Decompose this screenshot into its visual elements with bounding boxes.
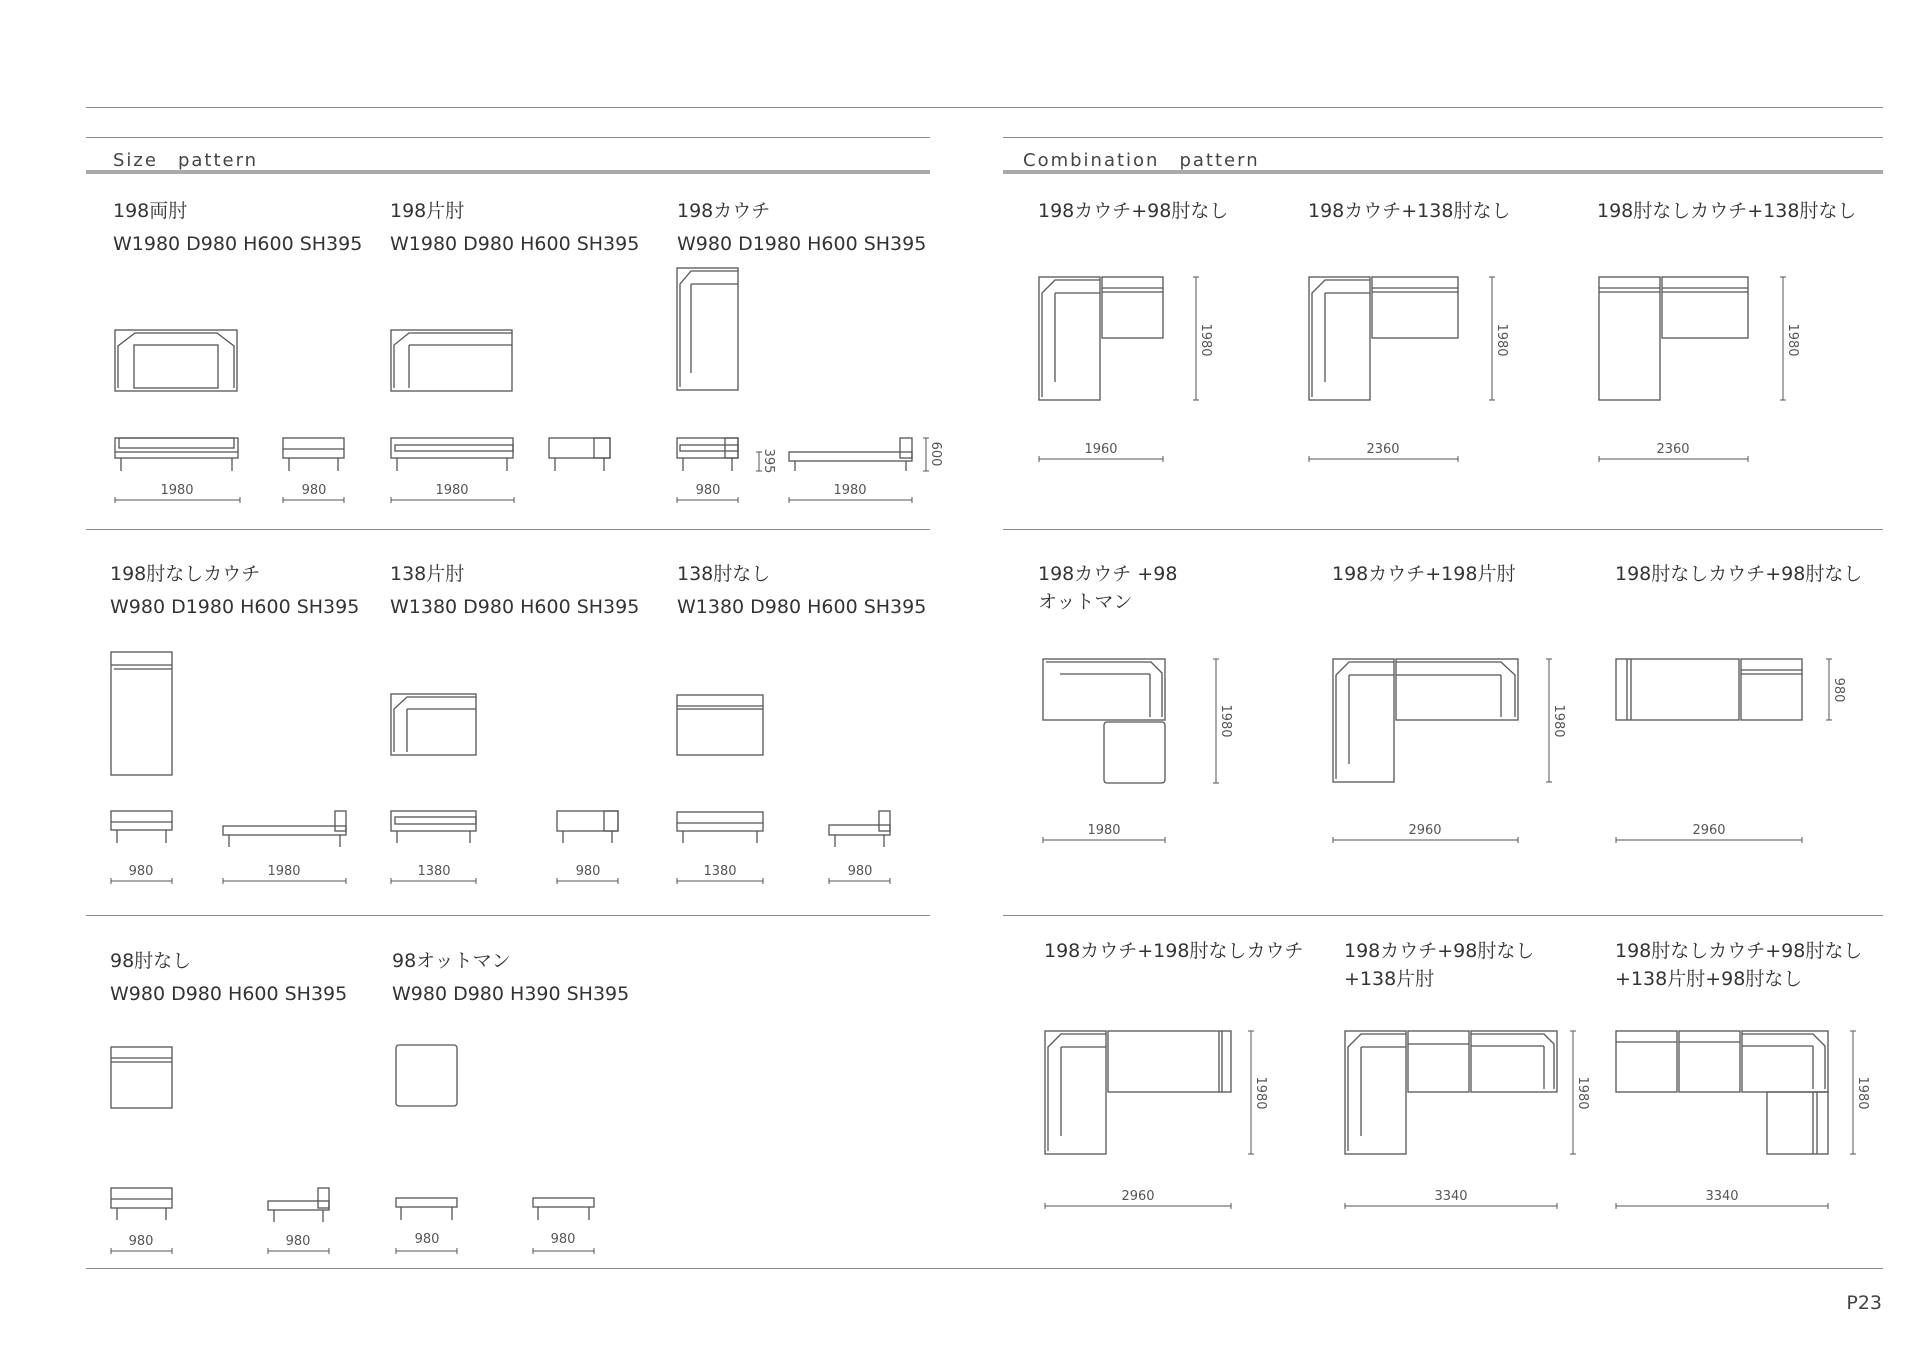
- combination-item-name: 198カウチ +98: [1038, 563, 1178, 585]
- dim-label-width: 2960: [1121, 1189, 1155, 1204]
- size-item-dims: W980 D1980 H600 SH395: [110, 596, 360, 618]
- dim-label-width: 980: [128, 1234, 154, 1249]
- dim-label-depth: 980: [1831, 677, 1846, 703]
- sofa-front-98-armless: [111, 1188, 172, 1220]
- sofa-plan-198-couch: [677, 268, 738, 390]
- combo-plan-couch-98-138: [1345, 1031, 1557, 1154]
- combination-item-name: 198肘なしカウチ+138肘なし: [1597, 200, 1857, 222]
- size-item-name: 98肘なし: [110, 950, 192, 972]
- dim-label-width: 980: [414, 1232, 440, 1247]
- sofa-side-138-armless: [829, 811, 890, 847]
- sofa-side-198-both-arms: [283, 438, 344, 471]
- dimension-lines-combo-row-3: [1045, 1031, 1856, 1209]
- dim-label-depth: 980: [301, 483, 327, 498]
- dim-label-depth: 1980: [1855, 1076, 1870, 1110]
- combination-item-name-line2: +138片肘: [1344, 968, 1435, 990]
- size-item-name: 198両肘: [113, 200, 188, 222]
- size-pattern-title: Size pattern: [113, 150, 259, 171]
- combination-item-name: 198カウチ+98肘なし: [1344, 940, 1535, 962]
- combination-item-name: 198カウチ+198片肘: [1332, 563, 1516, 585]
- combination-item-name: 198肘なしカウチ+98肘なし: [1615, 563, 1863, 585]
- combination-item-name: 198カウチ+98肘なし: [1038, 200, 1229, 222]
- combination-item-name: 198カウチ+138肘なし: [1308, 200, 1511, 222]
- sofa-side-198-couch: [789, 438, 912, 471]
- dim-label-width: 1980: [435, 483, 469, 498]
- dim-label-width: 980: [128, 864, 154, 879]
- sofa-side-198-one-arm: [549, 438, 610, 471]
- combination-item-name-line2: +138片肘+98肘なし: [1615, 968, 1803, 990]
- dim-label-depth: 1980: [1575, 1076, 1590, 1110]
- sofa-side-98-armless: [268, 1188, 329, 1222]
- sofa-front-198-armless-couch: [111, 811, 172, 843]
- sofa-front-138-armless: [677, 812, 763, 843]
- dim-label-height: 600: [928, 441, 943, 467]
- sofa-side-198-armless-couch: [223, 811, 346, 847]
- sofa-front-198-one-arm: [391, 438, 513, 471]
- dim-label-depth: 980: [550, 1232, 576, 1247]
- dimension-lines-size-row-2: [111, 878, 890, 884]
- dim-label-width: 1380: [417, 864, 451, 879]
- dim-label-depth: 1980: [1218, 704, 1233, 738]
- dim-label-width: 2360: [1656, 442, 1690, 457]
- dim-label-width: 1380: [703, 864, 737, 879]
- dimension-lines-size-row-1: [115, 497, 912, 503]
- dim-label-width: 1960: [1084, 442, 1118, 457]
- dim-label-width: 2960: [1692, 823, 1726, 838]
- dim-label-width: 980: [695, 483, 721, 498]
- dim-label-depth: 980: [847, 864, 873, 879]
- dim-label-width: 1980: [1087, 823, 1121, 838]
- size-item-dims: W980 D980 H390 SH395: [392, 983, 630, 1005]
- dim-label-width: 3340: [1705, 1189, 1739, 1204]
- size-item-dims: W1380 D980 H600 SH395: [390, 596, 640, 618]
- size-item-dims: W1980 D980 H600 SH395: [113, 233, 363, 255]
- dim-label-width: 3340: [1434, 1189, 1468, 1204]
- dim-label-seat-height: 395: [761, 448, 776, 474]
- ottoman-front-98: [396, 1198, 457, 1220]
- page-number: P23: [1846, 1292, 1882, 1314]
- sofa-plan-198-one-arm: [391, 330, 512, 391]
- combo-plan-couch-ottoman: [1043, 659, 1165, 783]
- dim-label-depth: 1980: [1551, 704, 1566, 738]
- sofa-plan-138-one-arm: [391, 694, 476, 755]
- ottoman-side-98: [533, 1198, 594, 1220]
- dim-label-depth: 980: [285, 1234, 311, 1249]
- combo-plan-couch-138: [1309, 277, 1458, 400]
- sofa-side-138-one-arm: [557, 811, 618, 843]
- size-item-name: 138肘なし: [677, 563, 771, 585]
- dim-label-depth: 1980: [833, 483, 867, 498]
- sofa-plan-138-armless: [677, 695, 763, 755]
- sofa-plan-198-armless-couch: [111, 652, 172, 775]
- dim-label-depth: 1980: [1785, 323, 1800, 357]
- combination-item-name: 198肘なしカウチ+98肘なし: [1615, 940, 1863, 962]
- combo-plan-couch-198-one-arm: [1333, 659, 1518, 782]
- dim-label-depth: 1980: [1253, 1076, 1268, 1110]
- ottoman-plan-98: [396, 1045, 457, 1106]
- size-item-dims: W980 D980 H600 SH395: [110, 983, 348, 1005]
- combination-item-name-line2: オットマン: [1038, 591, 1133, 613]
- size-item-dims: W1380 D980 H600 SH395: [677, 596, 927, 618]
- dim-label-depth: 1980: [1494, 323, 1509, 357]
- size-item-dims: W980 D1980 H600 SH395: [677, 233, 927, 255]
- dimension-lines-combo-row-1: [1039, 277, 1786, 462]
- size-item-dims: W1980 D980 H600 SH395: [390, 233, 640, 255]
- dim-label-width: 1980: [160, 483, 194, 498]
- sofa-front-198-couch: [677, 438, 738, 471]
- combo-plan-armless-couch-98-138-98: [1616, 1031, 1828, 1154]
- combination-item-name: 198カウチ+198肘なしカウチ: [1044, 940, 1304, 962]
- combo-plan-armless-couch-138: [1599, 277, 1748, 400]
- size-item-name: 98オットマン: [392, 950, 511, 972]
- combo-plan-couch-98: [1039, 277, 1163, 400]
- size-item-name: 138片肘: [390, 563, 465, 585]
- sofa-plan-98-armless: [111, 1047, 172, 1108]
- dim-label-width: 2360: [1366, 442, 1400, 457]
- dim-label-depth: 1980: [267, 864, 301, 879]
- dim-label-width: 2960: [1408, 823, 1442, 838]
- size-item-name: 198肘なしカウチ: [110, 563, 261, 585]
- sofa-front-198-both-arms: [115, 438, 238, 471]
- size-item-name: 198カウチ: [677, 200, 771, 222]
- dim-label-depth: 980: [575, 864, 601, 879]
- sofa-front-138-one-arm: [391, 811, 476, 843]
- dimension-lines-size-row-3: [111, 1248, 594, 1254]
- sofa-plan-198-both-arms: [115, 330, 237, 391]
- size-item-name: 198片肘: [390, 200, 465, 222]
- dim-label-depth: 1980: [1198, 323, 1213, 357]
- combo-plan-couch-armless-couch: [1045, 1031, 1231, 1154]
- combo-plan-armless-couch-98: [1616, 659, 1802, 720]
- combination-pattern-title: Combination pattern: [1023, 150, 1260, 171]
